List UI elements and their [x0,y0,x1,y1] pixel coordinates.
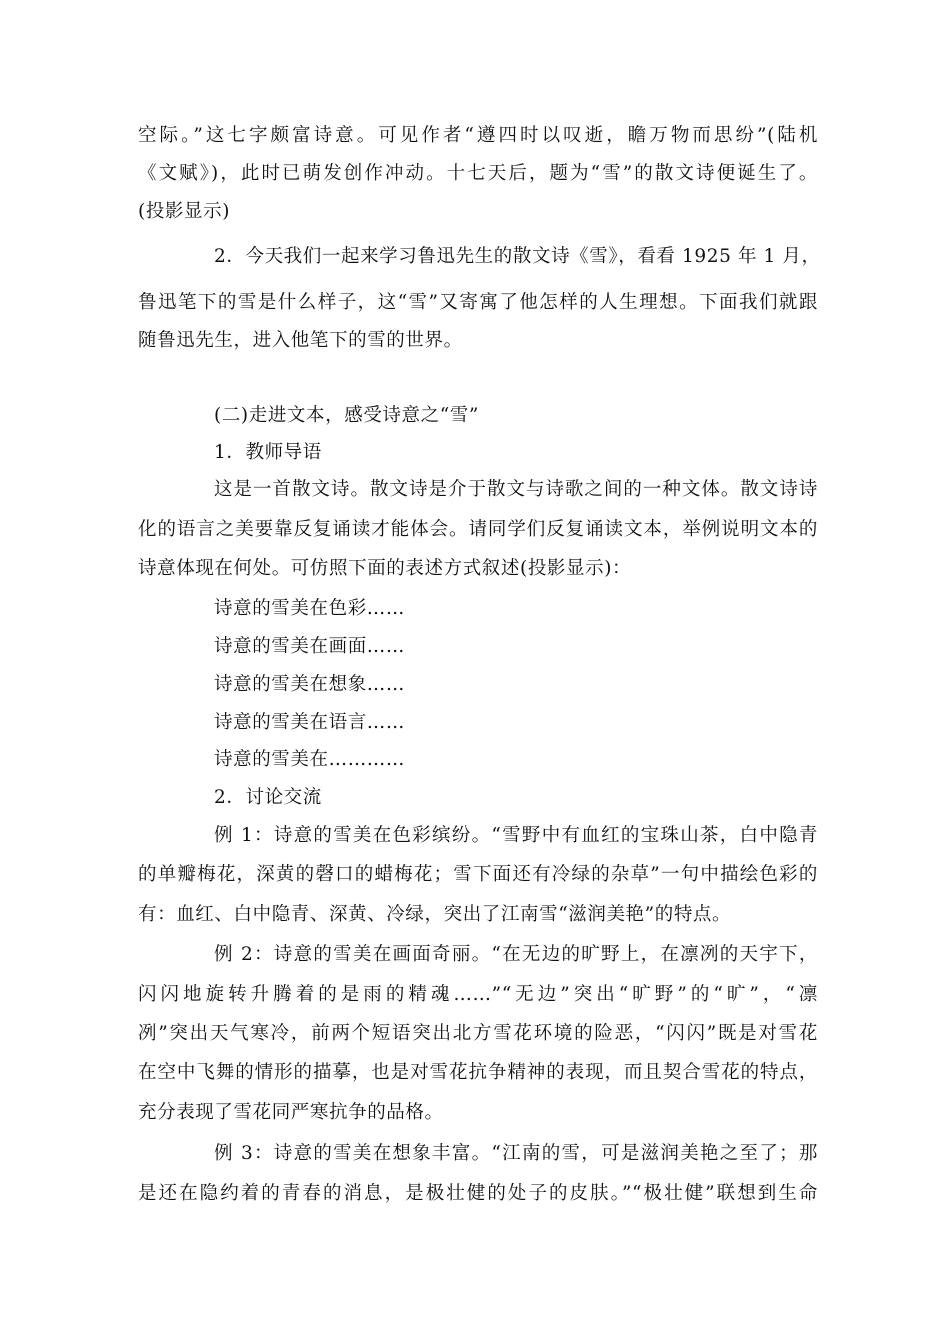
paragraph-line-11: 的单瓣梅花，深黄的磬口的蜡梅花；雪下面还有冷绿的杂草”一句中描绘色彩的 [138,864,818,885]
paragraph-line-18: 例 3：诗意的雪美在想象丰富。“江南的雪，可是滋润美艳之至了；那 [214,1143,818,1164]
paragraph-line-1: 空际。”这七字颇富诗意。可见作者“遵四时以叹逝，瞻万物而思纷”(陆机 [138,125,818,146]
paragraph-line-4: 2．今天我们一起来学习鲁迅先生的散文诗《雪》，看看 1925 年 1 月， [214,246,821,267]
paragraph-line-19: 是还在隐约着的青春的消息，是极壮健的处子的皮肤。”“极壮健”联想到生命 [138,1183,818,1204]
subsection-heading-1: 1．教师导语 [214,442,322,463]
paragraph-line-16: 在空中飞舞的情形的描摹，也是对雪花抗争精神的表现，而且契合雪花的特点， [138,1062,818,1083]
paragraph-line-8: 化的语言之美要靠反复诵读才能体会。请同学们反复诵读文本，举例说明文本的 [138,519,818,540]
paragraph-line-17: 充分表现了雪花同严寒抗争的品格。 [138,1102,444,1123]
list-item-1: 诗意的雪美在色彩…… [214,598,406,619]
paragraph-line-7: 这是一首散文诗。散文诗是介于散文与诗歌之间的一种文体。散文诗诗 [214,479,818,500]
paragraph-line-2: 《文赋》)，此时已萌发创作冲动。十七天后，题为“雪”的散文诗便诞生了。 [138,163,818,184]
subsection-heading-2: 2．讨论交流 [214,787,322,808]
paragraph-line-14: 闪闪地旋转升腾着的是雨的精魂……”“无边”突出“旷野”的“旷”，“凛 [138,984,818,1005]
paragraph-line-6: 随鲁迅先生，进入他笔下的雪的世界。 [138,330,463,351]
paragraph-line-3: (投影显示) [138,201,231,222]
list-item-5: 诗意的雪美在………… [214,749,406,770]
paragraph-line-12: 有：血红、白中隐青、深黄、冷绿，突出了江南雪“滋润美艳”的特点。 [138,904,732,925]
paragraph-line-9: 诗意体现在何处。可仿照下面的表述方式叙述(投影显示)： [138,558,632,579]
section-heading: (二)走进文本，感受诗意之“雪” [214,405,479,426]
paragraph-line-15: 冽”突出天气寒冷，前两个短语突出北方雪花环境的险恶，“闪闪”既是对雪花 [138,1023,818,1044]
paragraph-line-13: 例 2：诗意的雪美在画面奇丽。“在无边的旷野上，在凛冽的天宇下， [214,944,818,965]
list-item-2: 诗意的雪美在画面…… [214,636,406,657]
list-item-4: 诗意的雪美在语言…… [214,712,406,733]
paragraph-line-10: 例 1：诗意的雪美在色彩缤纷。“雪野中有血红的宝珠山茶，白中隐青 [214,825,818,846]
paragraph-line-5: 鲁迅笔下的雪是什么样子，这“雪”又寄寓了他怎样的人生理想。下面我们就跟 [138,292,818,313]
list-item-3: 诗意的雪美在想象…… [214,674,406,695]
